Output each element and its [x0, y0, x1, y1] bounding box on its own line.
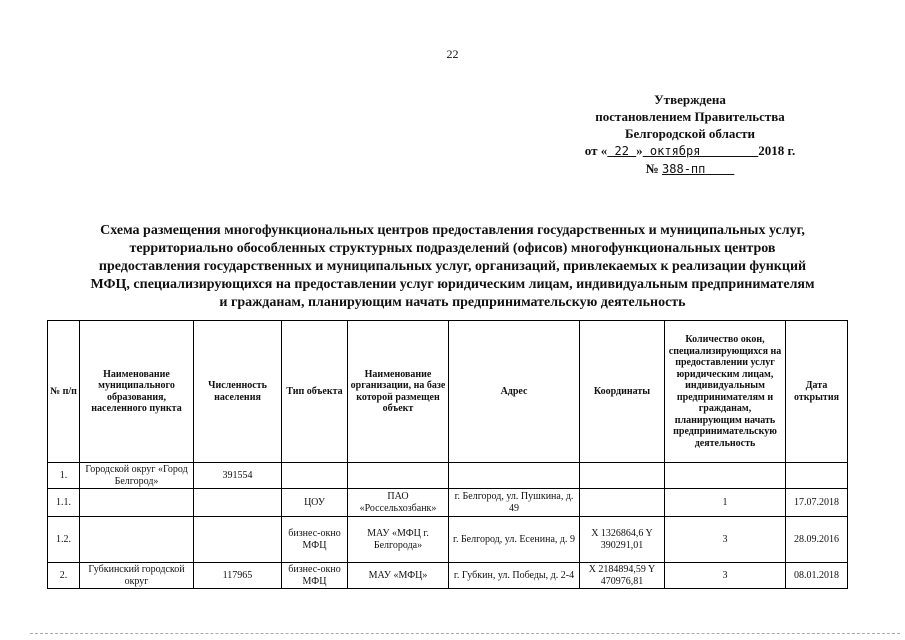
header-number: № п/п	[48, 321, 80, 463]
cell-coordinates	[580, 489, 665, 517]
approval-day: 22	[614, 144, 629, 158]
page-bottom-divider	[30, 633, 900, 634]
header-coordinates: Координаты	[580, 321, 665, 463]
header-address: Адрес	[449, 321, 580, 463]
cell-municipality	[80, 517, 194, 563]
table-header-row	[48, 321, 848, 463]
document-title	[50, 222, 855, 312]
cell-windows-count	[665, 463, 786, 489]
cell-object-type: бизнес-окно МФЦ	[282, 517, 348, 563]
cell-opening-date	[786, 463, 848, 489]
title-line: МФЦ, специализирующихся на предоставлении услуг юридическим лицам, индивидуальным предпринимателям	[90, 277, 815, 292]
header-organization: Наименование организации, на базе которой размещен объект	[348, 321, 449, 463]
table-row	[48, 463, 848, 489]
cell-windows-count: 3	[665, 563, 786, 589]
approval-date-prefix: от «	[584, 143, 608, 158]
cell-number: 1.1.	[48, 489, 80, 517]
cell-organization: МАУ «МФЦ г. Белгорода»	[348, 517, 449, 563]
cell-municipality: Губкинский городской округ	[80, 563, 194, 589]
mfc-schema-table	[47, 320, 848, 589]
cell-number: 2.	[48, 563, 80, 589]
cell-object-type: ЦОУ	[282, 489, 348, 517]
cell-organization	[348, 463, 449, 489]
title-line: и гражданам, планирующим начать предпринимательскую деятельность	[219, 295, 686, 310]
cell-object-type: бизнес-окно МФЦ	[282, 563, 348, 589]
table-row	[48, 517, 848, 563]
title-line: Схема размещения многофункциональных центров предоставления государственных и муниципальных услуг,	[100, 223, 805, 238]
approval-number-prefix: №	[645, 161, 659, 176]
cell-coordinates: X 2184894,59 Y 470976,81	[580, 563, 665, 589]
table-row	[48, 563, 848, 589]
approval-month: октября	[649, 144, 701, 158]
approval-year: 2018 г.	[758, 143, 796, 158]
approval-date	[560, 142, 820, 160]
header-municipality: Наименование муниципального образования, населенного пункта	[80, 321, 194, 463]
approval-line-decree: постановлением Правительства	[595, 109, 785, 124]
cell-population: 391554	[194, 463, 282, 489]
cell-organization: ПАО «Россельхозбанк»	[348, 489, 449, 517]
table-row	[48, 489, 848, 517]
cell-number: 1.	[48, 463, 80, 489]
cell-windows-count: 3	[665, 517, 786, 563]
cell-object-type	[282, 463, 348, 489]
header-population: Численность населения	[194, 321, 282, 463]
title-line: предоставления государственных и муниципальных услуг, организаций, привлекаемых к реализации функций	[98, 259, 807, 274]
cell-population	[194, 517, 282, 563]
cell-address: г. Губкин, ул. Победы, д. 2-4	[449, 563, 580, 589]
approval-stamp	[560, 91, 820, 178]
cell-opening-date: 28.09.2016	[786, 517, 848, 563]
cell-address	[449, 463, 580, 489]
cell-opening-date: 08.01.2018	[786, 563, 848, 589]
cell-population	[194, 489, 282, 517]
cell-opening-date: 17.07.2018	[786, 489, 848, 517]
approval-number	[560, 160, 820, 178]
approval-line-region: Белгородской области	[624, 126, 756, 141]
cell-coordinates: X 1326864,6 Y 390291,01	[580, 517, 665, 563]
cell-population: 117965	[194, 563, 282, 589]
header-windows-count: Количество окон, специализирующихся на предоставлении услуг юридическим лицам, индивидуальным предпринимателям и гражданам, планирующим начать предпринимательскую деятельность	[665, 321, 786, 463]
cell-number: 1.2.	[48, 517, 80, 563]
approval-number-value: 388-пп	[662, 162, 706, 176]
cell-coordinates	[580, 463, 665, 489]
cell-municipality	[80, 489, 194, 517]
page-number: 22	[446, 47, 459, 61]
cell-address: г. Белгород, ул. Есенина, д. 9	[449, 517, 580, 563]
header-opening-date: Дата открытия	[786, 321, 848, 463]
title-line: территориально обособленных структурных подразделений (офисов) многофункциональных центров	[129, 241, 776, 256]
header-object-type: Тип объекта	[282, 321, 348, 463]
approval-date-mid: »	[636, 143, 643, 158]
cell-address: г. Белгород, ул. Пушкина, д. 49	[449, 489, 580, 517]
cell-organization: МАУ «МФЦ»	[348, 563, 449, 589]
cell-municipality: Городской округ «Город Белгород»	[80, 463, 194, 489]
approval-line-approved: Утверждена	[654, 92, 726, 107]
cell-windows-count: 1	[665, 489, 786, 517]
